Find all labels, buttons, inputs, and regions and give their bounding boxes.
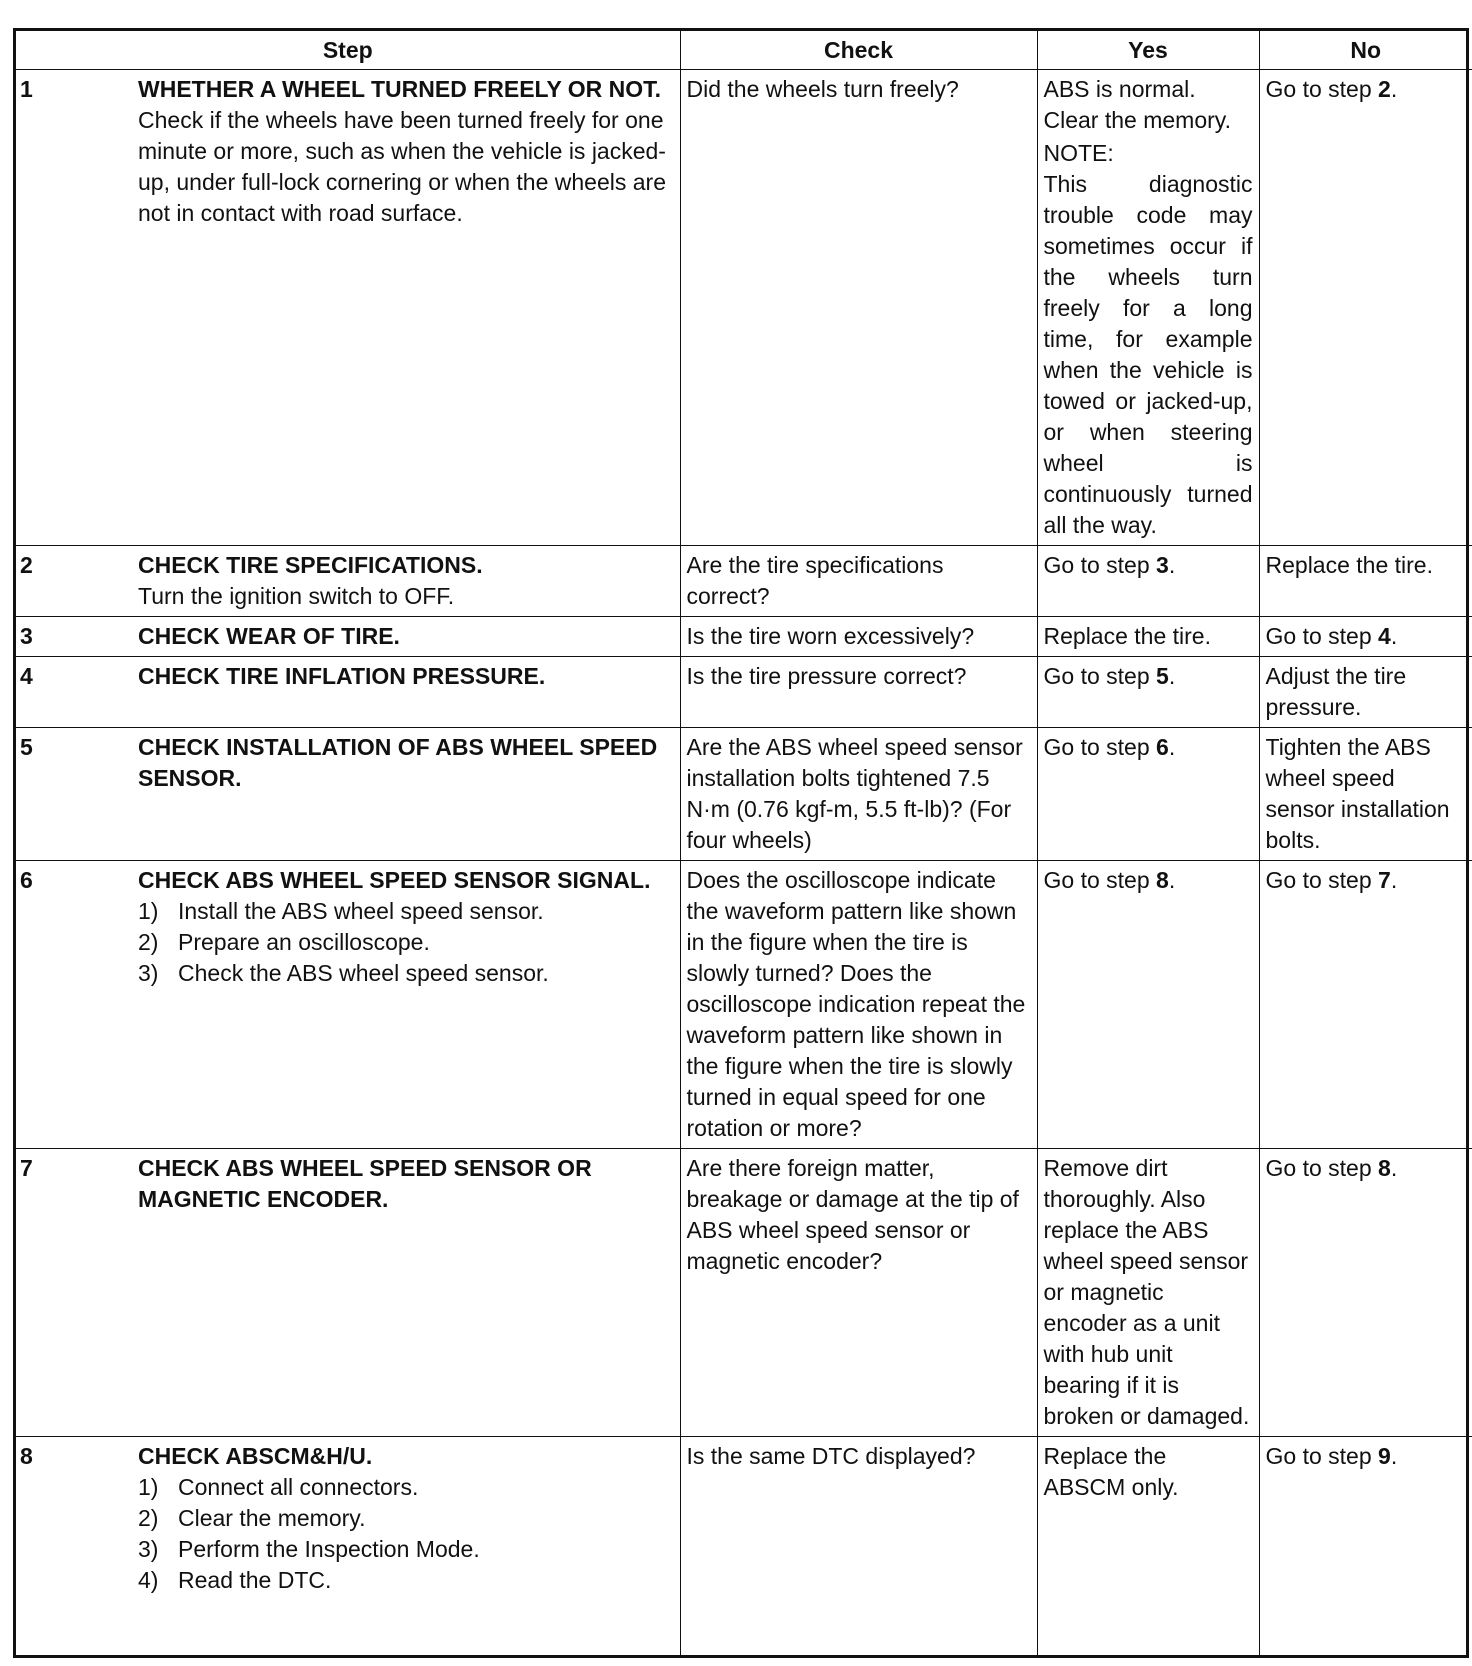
- procedure-index: 4): [138, 1567, 159, 1593]
- no-suffix: .: [1390, 1443, 1398, 1469]
- no-step-ref: 4: [1378, 623, 1391, 649]
- step-cell: [16, 1149, 680, 1437]
- yes-text: ABS is normal. Clear the memory.: [1043, 76, 1231, 133]
- no-prefix: Go to step: [1265, 1155, 1379, 1181]
- header-yes: Yes: [1037, 31, 1259, 70]
- yes-cell: [1037, 546, 1259, 617]
- check-cell: Is the tire worn excessively?: [680, 617, 1037, 657]
- check-cell: Are there foreign matter, breakage or damage at the tip of ABS wheel speed sensor or magnetic encoder?: [680, 1149, 1037, 1437]
- yes-suffix: .: [1168, 552, 1176, 578]
- step-cell: [16, 861, 680, 1149]
- step-detail: Turn the ignition switch to OFF.: [138, 583, 455, 609]
- yes-suffix: .: [1168, 663, 1176, 689]
- yes-step-ref: 6: [1156, 734, 1169, 760]
- yes-cell: Replace the ABSCM only.: [1037, 1437, 1259, 1656]
- header-row: [16, 31, 1472, 70]
- no-step-ref: 8: [1378, 1155, 1391, 1181]
- procedure-index: 3): [138, 960, 159, 986]
- check-cell: Is the tire pressure correct?: [680, 657, 1037, 728]
- table-row: [16, 1149, 1472, 1437]
- yes-cell: Replace the tire.: [1037, 617, 1259, 657]
- step-number: 5: [20, 734, 33, 760]
- step-number: 4: [20, 663, 33, 689]
- procedure-list: [138, 896, 674, 989]
- check-cell: Are the tire specifications correct?: [680, 546, 1037, 617]
- table-row: [16, 861, 1472, 1149]
- yes-step-ref: 5: [1156, 663, 1169, 689]
- no-cell: [1259, 70, 1472, 546]
- step-title: CHECK ABS WHEEL SPEED SENSOR SIGNAL.: [138, 867, 651, 893]
- step-title: CHECK TIRE SPECIFICATIONS.: [138, 552, 483, 578]
- yes-suffix: .: [1168, 867, 1176, 893]
- yes-suffix: .: [1168, 734, 1176, 760]
- diagnostic-table: [16, 31, 1472, 1655]
- procedure-item: [138, 958, 674, 989]
- yes-prefix: Go to step: [1043, 867, 1157, 893]
- table-row: [16, 657, 1472, 728]
- yes-step-ref: 8: [1156, 867, 1169, 893]
- procedure-item: [138, 1534, 674, 1565]
- procedure-list: [138, 1472, 674, 1596]
- step-cell: [16, 657, 680, 728]
- no-cell: Tighten the ABS wheel speed sensor installation bolts.: [1259, 728, 1472, 861]
- step-title: WHETHER A WHEEL TURNED FREELY OR NOT.: [138, 76, 662, 102]
- note-text: This diagnostic trouble code may sometimes occur if the wheels turn freely for a long time, for example when the vehicle is towed or jacked-up, or when steering wheel is continuously turned all the way.: [1043, 171, 1253, 538]
- diagnostic-table-frame: [13, 28, 1469, 1658]
- no-prefix: Go to step: [1265, 1443, 1379, 1469]
- procedure-text: Perform the Inspection Mode.: [178, 1536, 480, 1562]
- no-cell: [1259, 617, 1472, 657]
- step-cell: [16, 546, 680, 617]
- yes-step-ref: 3: [1156, 552, 1169, 578]
- no-prefix: Go to step: [1265, 76, 1379, 102]
- yes-cell: [1037, 70, 1259, 546]
- step-cell: [16, 1437, 680, 1656]
- yes-prefix: Go to step: [1043, 663, 1157, 689]
- no-suffix: .: [1390, 1155, 1398, 1181]
- table-row: [16, 70, 1472, 546]
- procedure-item: [138, 896, 674, 927]
- step-title: CHECK TIRE INFLATION PRESSURE.: [138, 663, 546, 689]
- no-suffix: .: [1390, 623, 1398, 649]
- procedure-text: Prepare an oscilloscope.: [178, 929, 430, 955]
- no-step-ref: 7: [1378, 867, 1391, 893]
- procedure-index: 1): [138, 898, 159, 924]
- procedure-item: [138, 1503, 674, 1534]
- check-cell: Did the wheels turn freely?: [680, 70, 1037, 546]
- step-number: 3: [20, 623, 33, 649]
- step-number: 1: [20, 76, 33, 102]
- no-prefix: Go to step: [1265, 623, 1379, 649]
- procedure-text: Read the DTC.: [178, 1567, 332, 1593]
- table-row: [16, 546, 1472, 617]
- step-cell: [16, 617, 680, 657]
- no-step-ref: 9: [1378, 1443, 1391, 1469]
- step-title: CHECK INSTALLATION OF ABS WHEEL SPEED SENSOR.: [138, 734, 658, 791]
- procedure-text: Connect all connectors.: [178, 1474, 419, 1500]
- step-number: 2: [20, 552, 33, 578]
- no-cell: [1259, 1149, 1472, 1437]
- procedure-text: Clear the memory.: [178, 1505, 366, 1531]
- no-cell: [1259, 1437, 1472, 1656]
- yes-cell: [1037, 861, 1259, 1149]
- procedure-item: [138, 1472, 674, 1503]
- step-detail: Check if the wheels have been turned freely for one minute or more, such as when the vehicle is jacked-up, under full-lock cornering or when the wheels are not in contact with road surface.: [138, 107, 667, 226]
- step-title: CHECK ABS WHEEL SPEED SENSOR OR MAGNETIC ENCODER.: [138, 1155, 592, 1212]
- step-title: CHECK WEAR OF TIRE.: [138, 623, 400, 649]
- check-cell: Is the same DTC displayed?: [680, 1437, 1037, 1656]
- header-no: No: [1259, 31, 1472, 70]
- no-cell: Adjust the tire pressure.: [1259, 657, 1472, 728]
- procedure-index: 1): [138, 1474, 159, 1500]
- table-row: [16, 617, 1472, 657]
- step-number: 7: [20, 1155, 33, 1181]
- no-prefix: Go to step: [1265, 867, 1379, 893]
- step-number: 8: [20, 1443, 33, 1469]
- yes-prefix: Go to step: [1043, 734, 1157, 760]
- table-row: [16, 1437, 1472, 1656]
- procedure-text: Check the ABS wheel speed sensor.: [178, 960, 549, 986]
- step-number: 6: [20, 867, 33, 893]
- step-title: CHECK ABSCM&H/U.: [138, 1443, 373, 1469]
- table-row: [16, 728, 1472, 861]
- note-label: NOTE:: [1043, 140, 1114, 166]
- yes-cell: [1037, 657, 1259, 728]
- no-cell: Replace the tire.: [1259, 546, 1472, 617]
- check-cell: Are the ABS wheel speed sensor installation bolts tightened 7.5 N·m (0.76 kgf-m, 5.5 ft-lb)? (For four wheels): [680, 728, 1037, 861]
- no-cell: [1259, 861, 1472, 1149]
- procedure-item: [138, 1565, 674, 1596]
- header-step: Step: [16, 31, 680, 70]
- procedure-text: Install the ABS wheel speed sensor.: [178, 898, 544, 924]
- no-suffix: .: [1390, 76, 1398, 102]
- step-cell: [16, 70, 680, 546]
- yes-prefix: Go to step: [1043, 552, 1157, 578]
- procedure-index: 2): [138, 1505, 159, 1531]
- procedure-item: [138, 927, 674, 958]
- no-suffix: .: [1390, 867, 1398, 893]
- no-step-ref: 2: [1378, 76, 1391, 102]
- procedure-index: 3): [138, 1536, 159, 1562]
- yes-cell: Remove dirt thoroughly. Also replace the ABS wheel speed sensor or magnetic encoder as a unit with hub unit bearing if it is broken or damaged.: [1037, 1149, 1259, 1437]
- yes-cell: [1037, 728, 1259, 861]
- procedure-index: 2): [138, 929, 159, 955]
- header-check: Check: [680, 31, 1037, 70]
- check-cell: Does the oscilloscope indicate the waveform pattern like shown in the figure when the tire is slowly turned? Does the oscilloscope indication repeat the waveform pattern like shown in the figure when the tire is slowly turned in equal speed for one rotation or more?: [680, 861, 1037, 1149]
- step-cell: [16, 728, 680, 861]
